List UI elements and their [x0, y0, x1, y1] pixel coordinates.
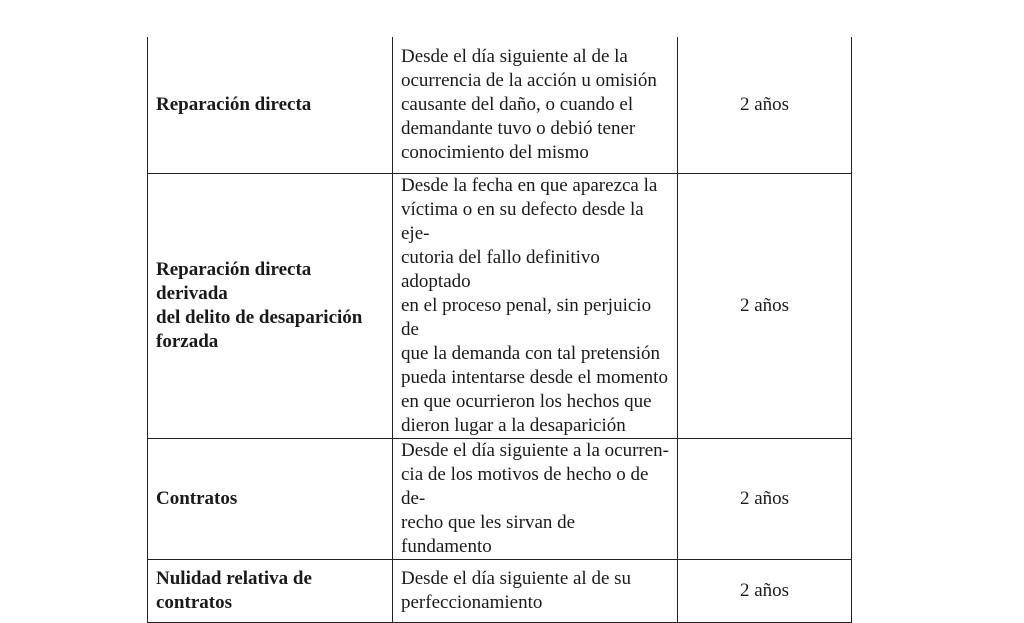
start-date-cell: Desde el día siguiente al de su perfeccionamiento — [393, 560, 678, 623]
start-date-cell: Desde el día siguiente al de la ocurrencia de la acción u omisión causante del daño, o cuando el demandante tuvo o debió tener conocimiento del mismo — [393, 37, 678, 174]
limitation-periods-table — [147, 37, 852, 623]
term-cell: 2 años — [678, 174, 852, 439]
action-cell: Nulidad relativa de contratos — [148, 560, 393, 623]
action-cell: Contratos — [148, 439, 393, 560]
start-date-cell: Desde el día siguiente a la ocurren- cia de los motivos de hecho o de de- recho que les sirvan de fundamento — [393, 439, 678, 560]
action-cell: Reparación directa derivada del delito de desaparición forzada — [148, 174, 393, 439]
table-row — [148, 439, 852, 560]
term-cell: 2 años — [678, 439, 852, 560]
term-cell: 2 años — [678, 560, 852, 623]
table-row — [148, 37, 852, 174]
table-row — [148, 174, 852, 439]
term-cell: 2 años — [678, 37, 852, 174]
start-date-cell: Desde la fecha en que aparezca la víctima o en su defecto desde la eje- cutoria del fallo definitivo adoptado en el proceso penal, sin perjuicio de que la demanda con tal pretensión pueda intentarse desde el momento en que ocurrieron los hechos que dieron lugar a la desaparición — [393, 174, 678, 439]
table-row — [148, 560, 852, 623]
action-cell: Reparación directa — [148, 37, 393, 174]
